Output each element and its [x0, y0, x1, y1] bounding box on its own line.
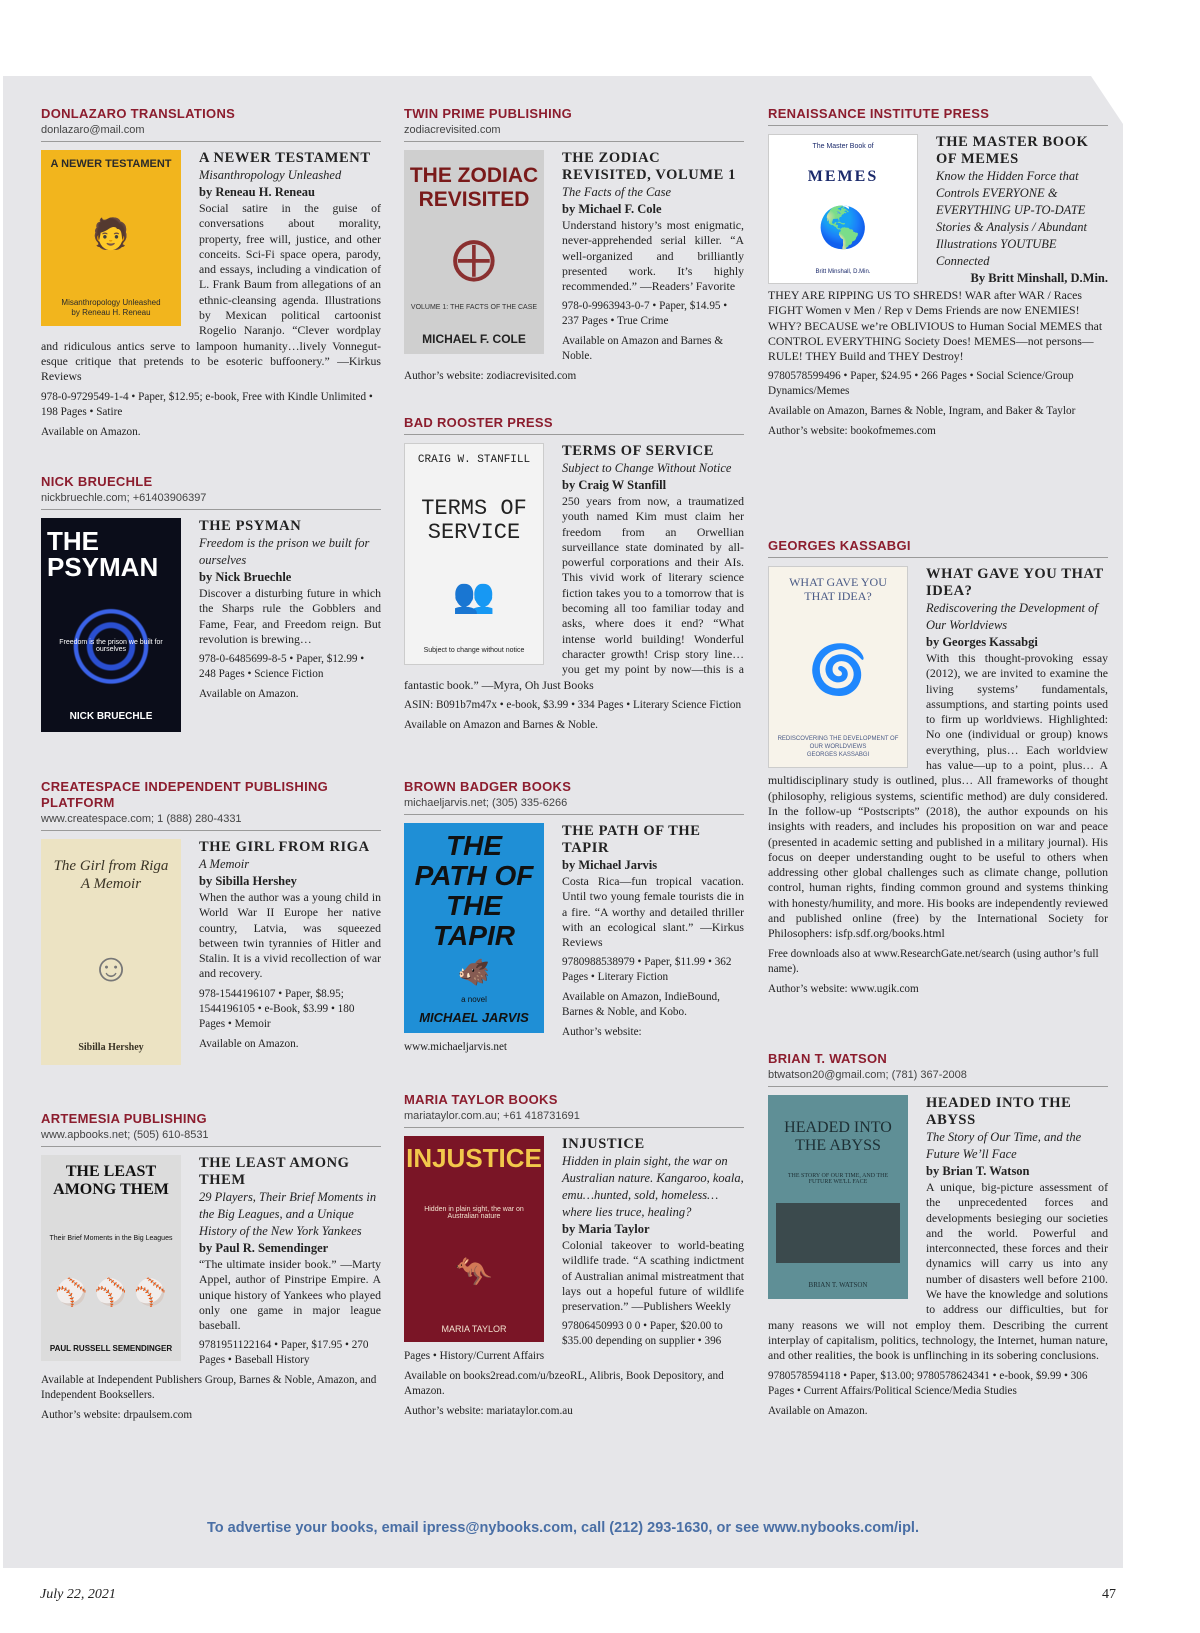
publisher-contact: mariataylor.com.au; +61 418731691 [404, 1108, 744, 1128]
book-author: by Sibilla Hershey [199, 874, 297, 888]
book-title: THE LEAST AMONG THEM [199, 1155, 350, 1188]
listing-renaissance [768, 106, 1108, 439]
author-website: Author’s website: zodiacrevisited.com [404, 370, 577, 383]
book-title: THE PATH OF THE TAPIR [562, 823, 701, 856]
book-title: HEADED INTO THE ABYSS [926, 1095, 1072, 1128]
listing-watson [768, 1051, 1108, 1419]
publisher-contact [768, 554, 1108, 558]
book-description: Understand history’s most enigmatic, never-apprehended serial killer. “A well-organized and brilliantly presented work. It’s highly recommended.” —Readers’ Favorite [562, 218, 744, 294]
book-author: by Nick Bruechle [199, 570, 292, 584]
book-title: THE MASTER BOOK OF MEMES [936, 134, 1089, 167]
book-author: by Paul R. Semendinger [199, 1241, 329, 1255]
book-availability: Available on Amazon, IndieBound, Barnes & Noble, and Kobo. [562, 991, 720, 1019]
book-cover-image: HEADED INTO THE ABYSS THE STORY OF OUR TIME, AND THE FUTURE WE'LL FACE BRIAN T. WATSON [768, 1095, 908, 1299]
book-description: Colonial takeover to world-beating wildlife trade. “A scathing indictment of Australian animal mistreatment that lays out a hopeful future of wildlife preservation.” —Publishers Weekly [562, 1238, 744, 1314]
book-description: When the author was a young child in World War II Europe her native country, Latvia, was squeezed between twin tyrannies of Hitler and Stalin. It is a vivid recollection of war and recovery. [199, 890, 381, 981]
book-cover-image: THE PSYMAN Freedom is the prison we built for ourselves NICK BRUECHLE [41, 518, 181, 732]
author-website: Author’s website: www.michaeljarvis.net [404, 1026, 642, 1054]
book-meta: 97806450993 0 0 • Paper, $20.00 to $35.00 depending on supplier • 396 Pages • History/Current Affairs [404, 1320, 723, 1363]
book-meta: 978-1544196107 • Paper, $8.95; 1544196105 • e-Book, $3.99 • 180 Pages • Memoir [199, 987, 355, 1030]
book-description: 250 years from now, a traumatized youth named Kim must claim her freedom from an Orwellian surveillance state dominated by all-powerful corporations and their AIs. This vivid work of literary science fiction takes you to a tomorrow that is becoming all too familiar today and asks, where does it end? “What intense world building! Wonderful character growth! Crisp story line…you get my point by now—this is a fantastic book.” —Myra, Oh Just Books [404, 494, 744, 692]
listing-kassabgi [768, 538, 1108, 997]
book-author: by Georges Kassabgi [926, 635, 1038, 649]
book-title: A NEWER TESTAMENT [199, 150, 371, 166]
book-title: THE GIRL FROM RIGA [199, 839, 370, 855]
book-availability: Available on Amazon. [199, 688, 299, 701]
publisher-contact [404, 431, 744, 435]
publisher-contact: michaeljarvis.net; (305) 335-6266 [404, 795, 744, 815]
listing-maria-taylor [404, 1092, 744, 1419]
book-author: by Michael Jarvis [562, 858, 658, 872]
book-subtitle: Subject to Change Without Notice [562, 461, 732, 475]
listing-donlazaro [41, 106, 381, 440]
issue-date: July 22, 2021 [40, 1587, 116, 1602]
book-title: TERMS OF SERVICE [562, 443, 714, 459]
publisher-name: NICK BRUECHLE [41, 474, 153, 489]
book-subtitle: A Memoir [199, 857, 250, 871]
book-availability: Available on Amazon and Barnes & Noble. [404, 718, 598, 731]
publisher-contact: www.apbooks.net; (505) 610-8531 [41, 1127, 381, 1147]
book-author: by Craig W Stanfill [562, 478, 667, 492]
publisher-name: CREATESPACE INDEPENDENT PUBLISHING PLATFORM [41, 779, 329, 810]
book-availability: Available on Amazon. [768, 1404, 868, 1417]
book-cover-image: The Master Book of MEMES 🌎 Britt Minshall, D.Min. [768, 134, 918, 284]
book-description: With this thought-provoking essay (2012), we are invited to examine the living systems’ fundamentals, assumptions, and starting points used to firm up worldviews. Highlighted: No one (individual or group) knows everything, plus… Each worldview has value—up to a point, plus… A multidisciplinary study is outlined, plus… All frameworks of thought (philosophy, religious systems, scientific method) are duly considered. In the follow-up “Postscripts” (2018), the author expounds on his insights with readers, and includes his proposition on war and peace (presented in academic setting and published in a military journal). His focus on deeper understanding ought to be useful to others when addressing other global challenges such as climate change, pollution control, human rights, finding common ground and systems thinking with honesty/humility, and more. His books are independently reviewed and published online (free) by the International Society for Philosophers: isfp.sdf.org/books.html [768, 651, 1108, 941]
book-description: A unique, big-picture assessment of the unprecedented forces and developments besieging our societies and the world. Powerful and interconnected, these forces and their dynamics will carry us into any number of disasters well before 2100. We have the knowledge and solutions to address our difficulties, but for many reasons we will not employ them. Describing the current interplay of capitalism, politics, technology, the Internet, human nature, and other realities, the book is unflinching in its sobering conclusions. [768, 1180, 1108, 1363]
book-availability: Available on Amazon, Barnes & Noble, Ingram, and Baker & Taylor [768, 405, 1076, 418]
publisher-contact: nickbruechle.com; +61403906397 [41, 490, 381, 510]
publisher-name: BROWN BADGER BOOKS [404, 779, 572, 794]
listing-brown-badger [404, 779, 744, 1055]
book-author: by Maria Taylor [562, 1222, 650, 1236]
publisher-name: TWIN PRIME PUBLISHING [404, 106, 573, 121]
book-cover-image: INJUSTICE Hidden in plain sight, the war on Australian nature 🦘 MARIA TAYLOR [404, 1136, 544, 1342]
book-meta: ASIN: B091b7m47x • e-book, $3.99 • 334 Pages • Literary Science Fiction [404, 698, 742, 711]
book-meta: 978-0-6485699-8-5 • Paper, $12.99 • 248 Pages • Science Fiction [199, 653, 365, 681]
advertise-footer: To advertise your books, email ipress@nybooks.com, call (212) 293-1630, or see www.nybooks.com/ipl. [206, 1520, 919, 1536]
book-cover-image: CRAIG W. STANFILL TERMS OF SERVICE 👥 Subject to change without notice [404, 443, 544, 665]
book-description: Costa Rica—fun tropical vacation. Until two young female tourists die in a fire. “A worthy and detailed thriller with an ecological slant.” —Kirkus Reviews [562, 874, 744, 950]
publisher-name: DONLAZARO TRANSLATIONS [41, 106, 236, 121]
book-description: Social satire in the guise of conversations about morality, property, free will, justice, and other conceits. Sci-Fi space opera, parody, and essays, including a vindication of L. Frank Baum from allegations of an ethnic-cleansing agenda. Illustrations by Mexican political cartoonist Rogelio Naranjo. “Clever wordplay and ridiculous antics serve to lampoon humanity…lively Vonnegut-esque critique that pretends to be esoteric buffoonery.” —Kirkus Reviews [41, 201, 381, 384]
book-meta: 9781951122164 • Paper, $17.95 • 270 Pages • Baseball History [199, 1339, 369, 1367]
publisher-name: MARIA TAYLOR BOOKS [404, 1092, 558, 1107]
book-cover-image: THE PATH OF THE TAPIR 🐗 a novel MICHAEL JARVIS [404, 823, 544, 1033]
publisher-name: ARTEMESIA PUBLISHING [41, 1111, 207, 1126]
publisher-contact: btwatson20@gmail.com; (781) 367-2008 [768, 1067, 1108, 1087]
publisher-name: BRIAN T. WATSON [768, 1051, 888, 1066]
book-title: THE ZODIAC REVISITED, VOLUME 1 [562, 150, 737, 183]
book-meta: 978-0-9963943-0-7 • Paper, $14.95 • 237 Pages • True Crime [562, 300, 728, 328]
publisher-name: GEORGES KASSABGI [768, 538, 911, 553]
publisher-name: BAD ROOSTER PRESS [404, 415, 553, 430]
book-cover-image: THE LEAST AMONG THEM Their Brief Moments in the Big Leagues ⚾ ⚾ ⚾ PAUL RUSSELL SEMENDINGER [41, 1155, 181, 1361]
book-subtitle: Freedom is the prison we built for ourselves [199, 536, 370, 567]
listing-bad-rooster [404, 415, 744, 733]
author-website: Author’s website: drpaulsem.com [41, 1409, 193, 1422]
book-meta: 9780578599496 • Paper, $24.95 • 266 Pages • Social Science/Group Dynamics/Memes [768, 370, 1074, 398]
book-availability: Available on books2read.com/u/bzeoRL, Alibris, Book Depository, and Amazon. [404, 1370, 724, 1398]
book-subtitle: Know the Hidden Force that Controls EVERYONE & EVERYTHING UP-TO-DATE Stories & Analysis / Abundant Illustrations YOUTUBE Connected [936, 169, 1087, 268]
book-availability: Available on Amazon and Barnes & Noble. [562, 335, 724, 363]
publisher-name: RENAISSANCE INSTITUTE PRESS [768, 106, 990, 121]
listing-bruechle [41, 474, 381, 736]
listing-createspace [41, 779, 381, 1069]
book-title: THE PSYMAN [199, 518, 302, 534]
book-cover-image: THE ZODIAC REVISITED ⨁ VOLUME 1: THE FACTS OF THE CASE MICHAEL F. COLE [404, 150, 544, 354]
book-author: By Britt Minshall, D.Min. [970, 271, 1108, 285]
book-availability: Available at Independent Publishers Group, Barnes & Noble, Amazon, and Independent Booksellers. [41, 1374, 377, 1402]
author-website: Author’s website: www.ugik.com [768, 982, 919, 995]
book-subtitle: Misanthropology Unleashed [199, 168, 342, 182]
book-meta: 9780988538979 • Paper, $11.99 • 362 Pages • Literary Fiction [562, 956, 732, 984]
book-subtitle: Hidden in plain sight, the war on Australian nature. Kangaroo, koala, emu…hunted, sold, homeless…where lies truce, healing? [562, 1154, 744, 1219]
listing-twin-prime [404, 106, 744, 384]
book-subtitle: The Facts of the Case [562, 185, 672, 199]
publisher-contact: www.createspace.com; 1 (888) 280-4331 [41, 811, 381, 831]
book-subtitle: 29 Players, Their Brief Moments in the Big Leagues, and a Unique History of the New York Yankees [199, 1190, 377, 1238]
publisher-contact: donlazaro@mail.com [41, 122, 381, 142]
book-meta: 978-0-9729549-1-4 • Paper, $12.95; e-book, Free with Kindle Unlimited • 198 Pages • Satire [41, 390, 373, 418]
author-website: Author’s website: mariataylor.com.au [404, 1405, 573, 1418]
book-cover-image: The Girl from Riga A Memoir ☺ Sibilla Hershey [41, 839, 181, 1065]
book-cover-image: WHAT GAVE YOU THAT IDEA? 🌀 REDISCOVERING THE DEVELOPMENT OF OUR WORLDVIEWS GEORGES KASSABGI [768, 566, 908, 768]
book-availability: Available on Amazon. [41, 425, 141, 438]
book-description: THEY ARE RIPPING US TO SHREDS! WAR after WAR / Races FIGHT Women v Men / Rep v Dems Friends are now ENEMIES! WHY? BECAUSE we’re OBLIVIOUS to Human Social MEMES that CONTROL EVERYTHING Society Does! MEMES—not persons—RULE! THEY Build and THEY Destroy! [768, 288, 1103, 364]
book-cover-image: A NEWER TESTAMENT 🧑 Misanthropology Unleashed by Reneau H. Reneau [41, 150, 181, 326]
publisher-contact: zodiacrevisited.com [404, 122, 744, 142]
book-title: WHAT GAVE YOU THAT IDEA? [926, 566, 1104, 599]
page-number: 47 [1102, 1587, 1116, 1602]
publisher-contact [768, 122, 1108, 126]
book-description: Discover a disturbing future in which the Sharps rule the Gobblers and Fame, Fear, and Freedom reign. But revolution is brewing… [199, 586, 381, 646]
book-author: by Michael F. Cole [562, 202, 662, 216]
book-description: “The ultimate insider book.” —Marty Appel, author of Pinstripe Empire. A unique history of Yankees who played only one game in major league baseball. [199, 1257, 381, 1333]
book-author: by Brian T. Watson [926, 1164, 1030, 1178]
book-meta: Free downloads also at www.ResearchGate.net/search (using author’s full name). [768, 947, 1099, 975]
book-subtitle: Rediscovering the Development of Our Worldviews [926, 601, 1098, 632]
book-meta: 9780578594118 • Paper, $13.00; 9780578624341 • e-book, $9.99 • 306 Pages • Current Affairs/Political Science/Media Studies [768, 1369, 1088, 1397]
book-subtitle: The Story of Our Time, and the Future We’ll Face [926, 1130, 1082, 1161]
book-title: INJUSTICE [562, 1136, 645, 1152]
listing-artemesia [41, 1111, 381, 1423]
author-website: Author’s website: bookofmemes.com [768, 425, 936, 438]
book-availability: Available on Amazon. [199, 1037, 299, 1050]
book-author: by Reneau H. Reneau [199, 185, 315, 199]
